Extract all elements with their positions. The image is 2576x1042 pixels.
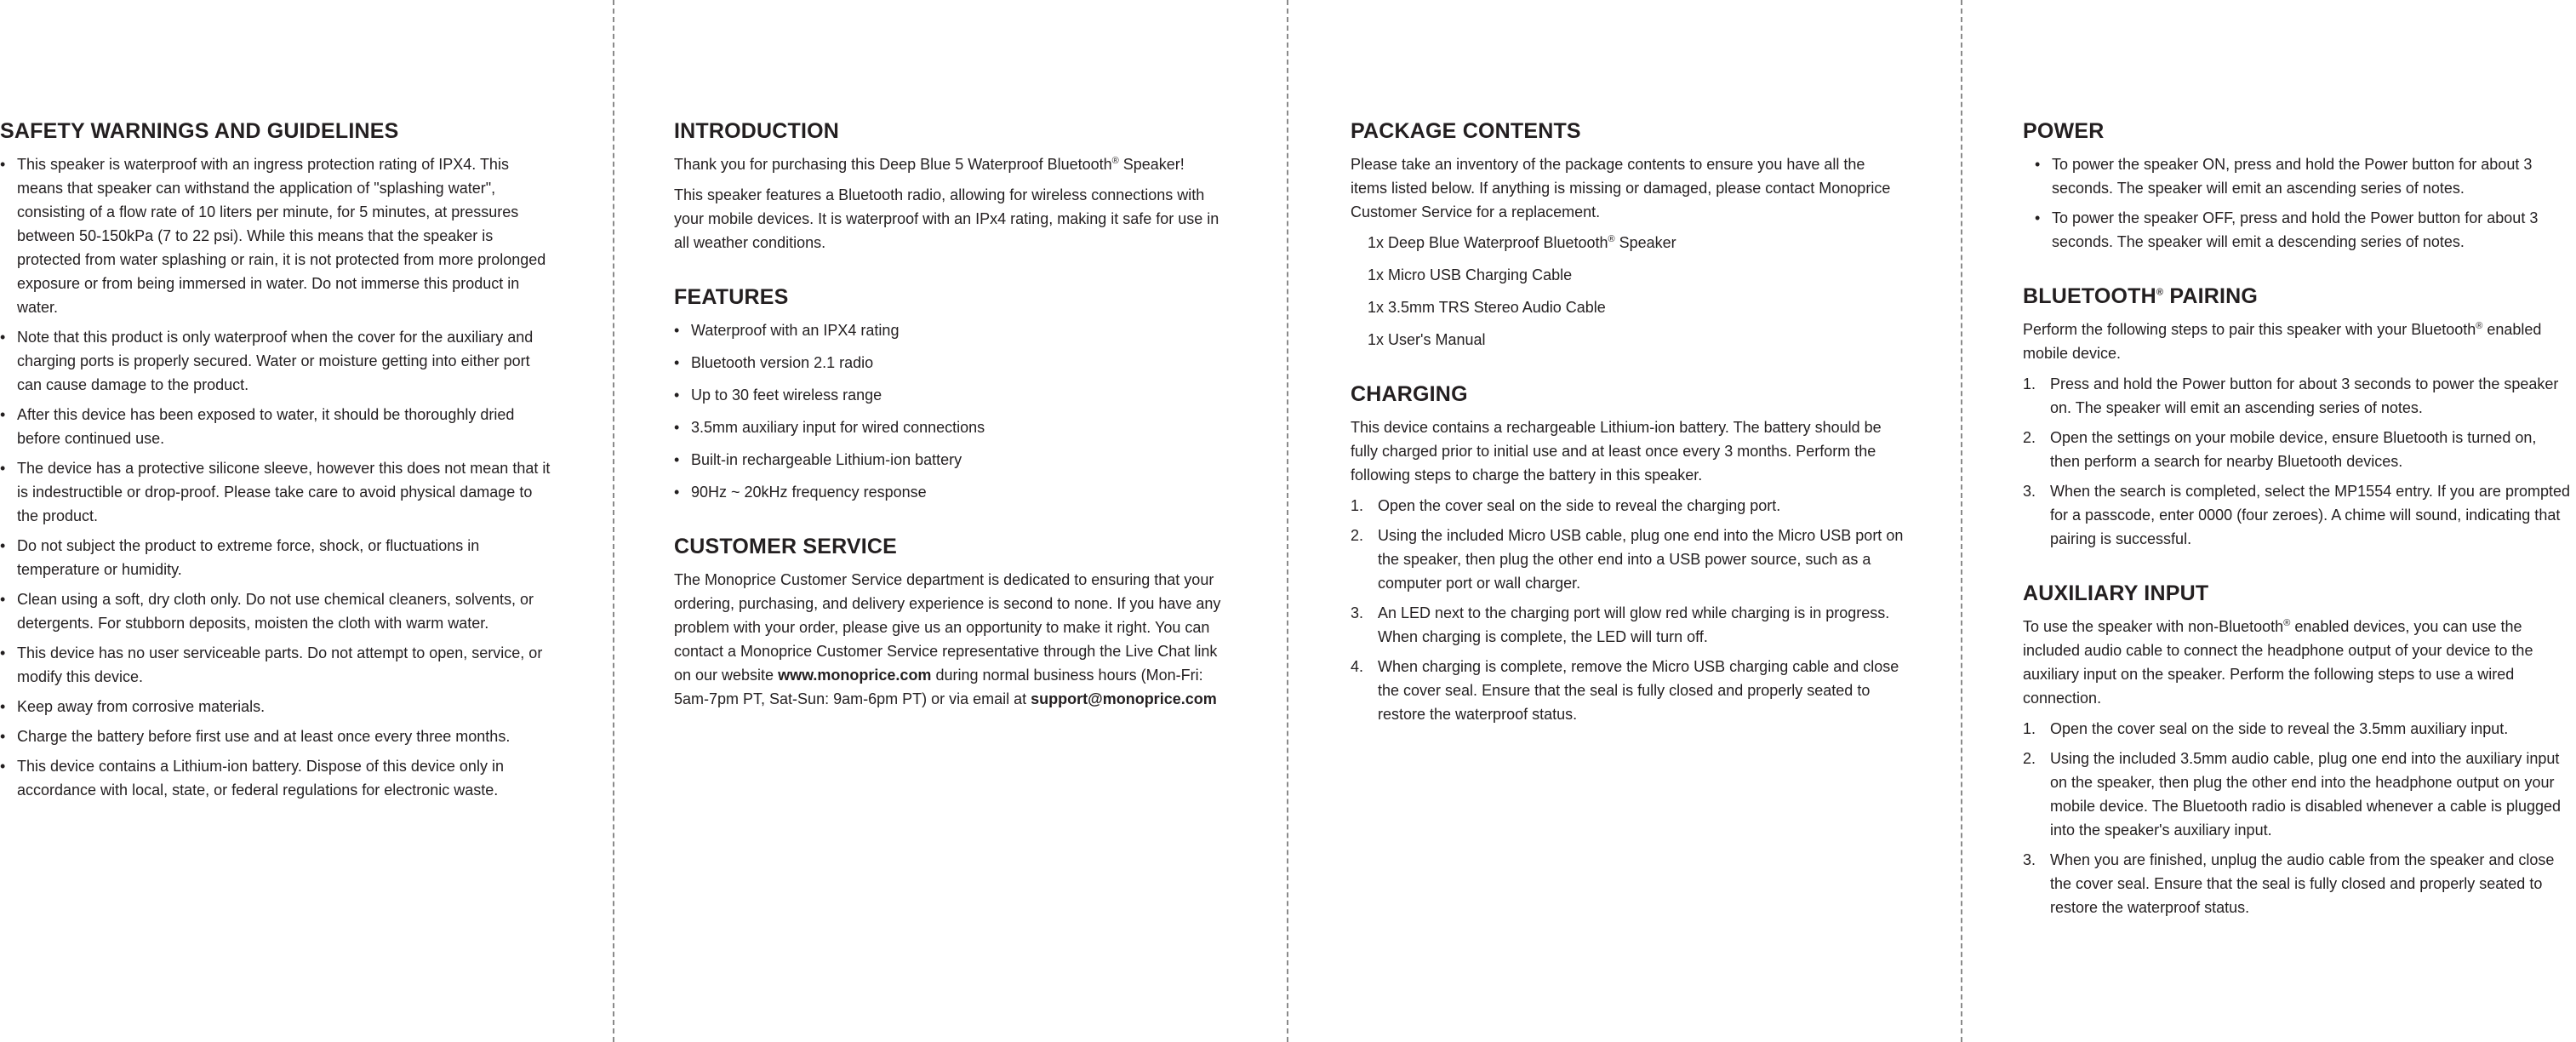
step-number: 3. [1351, 604, 1364, 621]
safety-item: • Keep away from corrosive materials. [0, 695, 553, 719]
column-power [2023, 119, 2570, 925]
charging-step [1351, 494, 1904, 518]
introduction-description: This speaker features a Bluetooth radio, allowing for wireless connections with your mobile devices. It is waterproof with an IPx4 rating, making it safe for use in all weather conditions. [674, 186, 1219, 251]
pairing-intro [2023, 318, 2570, 365]
cs-text-1: The Monoprice Customer Service department is dedicated to ensuring that your ordering, purchasing, and delivery experience is second to none. If you have any problem with your order, please give us an opportunity to make it right. You can contact a Monoprice Customer Service representative through the Live Chat link on our website [674, 571, 1221, 684]
safety-item: • Clean using a soft, dry cloth only. Do not use chemical cleaners, solvents, or detergents. For stubborn deposits, moisten the cloth with warm water. [0, 587, 553, 635]
fold-line-2 [1287, 0, 1288, 1042]
step-number: 2. [2023, 750, 2036, 767]
package-item [1368, 231, 1904, 255]
step-text: Open the settings on your mobile device, ensure Bluetooth is turned on, then perform a search for nearby Bluetooth devices. [2050, 429, 2537, 470]
step-text: An LED next to the charging port will glow red while charging is in progress. When charging is complete, the LED will turn off. [1378, 604, 1890, 645]
package-item: 1x 3.5mm TRS Stereo Audio Cable [1368, 299, 1606, 316]
safety-heading: SAFETY WARNINGS AND GUIDELINES [0, 119, 399, 143]
safety-item: • This device contains a Lithium-ion battery. Dispose of this device only in accordance with local, state, or federal regulations for electronic waste. [0, 754, 553, 802]
intro-thanks-end: Speaker! [1118, 156, 1185, 173]
feature-item: • Waterproof with an IPX4 rating [674, 318, 1227, 342]
column-package [1351, 119, 1904, 732]
cs-text-2: during normal business hours (Mon-Fri: 5am-7pm PT, Sat-Sun: 9am-6pm PT) or via email at [674, 667, 1203, 707]
package-item-end: Speaker [1614, 234, 1676, 251]
feature-item: • Built-in rechargeable Lithium-ion battery [674, 448, 1227, 472]
column-introduction [674, 119, 1227, 718]
step-number: 1. [2023, 375, 2036, 392]
step-text: Press and hold the Power button for about 3 seconds to power the speaker on. The speaker will emit an ascending series of notes. [2050, 375, 2559, 416]
power-heading: POWER [2023, 119, 2105, 143]
website-link[interactable]: www.monoprice.com [778, 667, 932, 684]
pairing-title-text: BLUETOOTH [2023, 284, 2156, 308]
step-text: Using the included 3.5mm audio cable, plug one end into the auxiliary input on the speaker, then plug the other end into the headphone output on your mobile device. The Bluetooth radio is disabled whenever a cable is plugged into the speaker's auxiliary input. [2050, 750, 2562, 839]
pairing-title-end: PAIRING [2163, 284, 2259, 308]
step-text: When you are finished, unplug the audio cable from the speaker and close the cover seal. Ensure that the seal is fully closed and properly seated to restore the waterproof status. [2050, 851, 2555, 916]
pairing-steps [2023, 372, 2570, 551]
features-list [674, 318, 1227, 504]
aux-intro-text: To use the speaker with non-Bluetooth [2023, 618, 2284, 635]
auxiliary-step [2023, 848, 2570, 919]
charging-step [1351, 601, 1904, 649]
charging-intro: This device contains a rechargeable Lithium-ion battery. The battery should be fully charged prior to initial use and at least once every 3 months. Perform the following steps to charge the battery in this speaker. [1351, 419, 1882, 484]
safety-item: • Note that this product is only waterproof when the cover for the auxiliary and charging ports is properly secured. Water or moisture getting into either port can cause damage to the product. [0, 325, 553, 397]
feature-item: • 3.5mm auxiliary input for wired connections [674, 415, 1227, 439]
introduction-heading: INTRODUCTION [674, 119, 840, 143]
fold-line-3 [1961, 0, 1962, 1042]
package-item: 1x User's Manual [1368, 331, 1486, 348]
registered-mark: ® [2283, 618, 2291, 628]
customer-service-text [674, 568, 1227, 711]
auxiliary-steps [2023, 717, 2570, 919]
registered-mark: ® [2156, 287, 2164, 298]
charging-step [1351, 524, 1904, 595]
safety-item: • Charge the battery before first use and at least once every three months. [0, 724, 553, 748]
feature-item: • 90Hz ~ 20kHz frequency response [674, 480, 1227, 504]
pairing-step [2023, 426, 2570, 473]
intro-thanks-text: Thank you for purchasing this Deep Blue 5 Waterproof Bluetooth [674, 156, 1112, 173]
registered-mark: ® [2476, 321, 2483, 331]
safety-item: • This device has no user serviceable parts. Do not attempt to open, service, or modify this device. [0, 641, 553, 689]
fold-line-1 [613, 0, 614, 1042]
pairing-intro-end: enabled mobile device. [2023, 321, 2542, 362]
charging-steps [1351, 494, 1904, 726]
power-item: • To power the speaker OFF, press and hold the Power button for about 3 seconds. The speaker will emit a descending series of notes. [2035, 206, 2570, 254]
step-text: When charging is complete, remove the Micro USB charging cable and close the cover seal. Ensure that the seal is fully closed and properly seated to restore the waterproof status. [1378, 658, 1899, 723]
features-heading: FEATURES [674, 285, 789, 309]
step-number: 1. [1351, 497, 1364, 514]
power-item: • To power the speaker ON, press and hold the Power button for about 3 seconds. The speaker will emit an ascending series of notes. [2035, 152, 2570, 200]
column-safety [0, 119, 553, 808]
step-text: Open the cover seal on the side to reveal the 3.5mm auxiliary input. [2050, 720, 2509, 737]
power-list [2035, 152, 2570, 254]
registered-mark: ® [1608, 234, 1615, 244]
email-link[interactable]: support@monoprice.com [1031, 690, 1217, 707]
auxiliary-step [2023, 747, 2570, 842]
package-list [1351, 231, 1904, 352]
package-item: 1x Micro USB Charging Cable [1368, 266, 1573, 283]
step-number: 3. [2023, 851, 2036, 868]
registered-mark: ® [1111, 156, 1119, 166]
feature-item: • Up to 30 feet wireless range [674, 383, 1227, 407]
package-intro: Please take an inventory of the package contents to ensure you have all the items listed below. If anything is missing or damaged, please contact Monoprice Customer Service for a replacement. [1351, 156, 1891, 220]
safety-list [0, 152, 553, 802]
step-number: 4. [1351, 658, 1364, 675]
step-text: Open the cover seal on the side to reveal the charging port. [1378, 497, 1781, 514]
auxiliary-intro [2023, 615, 2570, 710]
safety-item: • This speaker is waterproof with an ingress protection rating of IPX4. This means that speaker can withstand the application of "splashing water", consisting of a flow rate of 10 liters per minute, for 5 minutes, at pressures between 50-150kPa (7 to 22 psi). While this means that the speaker is protected from water splashing or rain, it is not protected from more prolonged exposure or from being immersed in water. Do not immerse this product in water. [0, 152, 553, 319]
step-number: 3. [2023, 483, 2036, 500]
step-number: 2. [1351, 527, 1364, 544]
auxiliary-step [2023, 717, 2570, 741]
pairing-heading [2023, 284, 2570, 309]
charging-heading: CHARGING [1351, 382, 1468, 406]
package-item-text: 1x Deep Blue Waterproof Bluetooth [1368, 234, 1608, 251]
customer-service-heading: CUSTOMER SERVICE [674, 535, 898, 558]
introduction-thanks [674, 152, 1227, 176]
pairing-step [2023, 372, 2570, 420]
step-number: 2. [2023, 429, 2036, 446]
safety-item: • Do not subject the product to extreme force, shock, or fluctuations in temperature or humidity. [0, 534, 553, 581]
step-number: 1. [2023, 720, 2036, 737]
step-text: Using the included Micro USB cable, plug one end into the Micro USB port on the speaker, then plug the other end into a USB power source, such as a computer port or wall charger. [1378, 527, 1904, 592]
pairing-intro-text: Perform the following steps to pair this speaker with your Bluetooth [2023, 321, 2476, 338]
pairing-step [2023, 479, 2570, 551]
package-heading: PACKAGE CONTENTS [1351, 119, 1581, 143]
safety-item: • The device has a protective silicone sleeve, however this does not mean that it is indestructible or drop-proof. Please take care to avoid physical damage to the product. [0, 456, 553, 528]
feature-item: • Bluetooth version 2.1 radio [674, 351, 1227, 375]
step-text: When the search is completed, select the MP1554 entry. If you are prompted for a passcode, enter 0000 (four zeroes). A chime will sound, indicating that pairing is successful. [2050, 483, 2570, 547]
aux-intro-end: enabled devices, you can use the included audio cable to connect the headphone output of your device to the auxiliary input on the speaker. Perform the following steps to use a wired connection. [2023, 618, 2533, 707]
safety-item: • After this device has been exposed to water, it should be thoroughly dried before continued use. [0, 403, 553, 450]
charging-step [1351, 655, 1904, 726]
auxiliary-heading: AUXILIARY INPUT [2023, 581, 2209, 605]
